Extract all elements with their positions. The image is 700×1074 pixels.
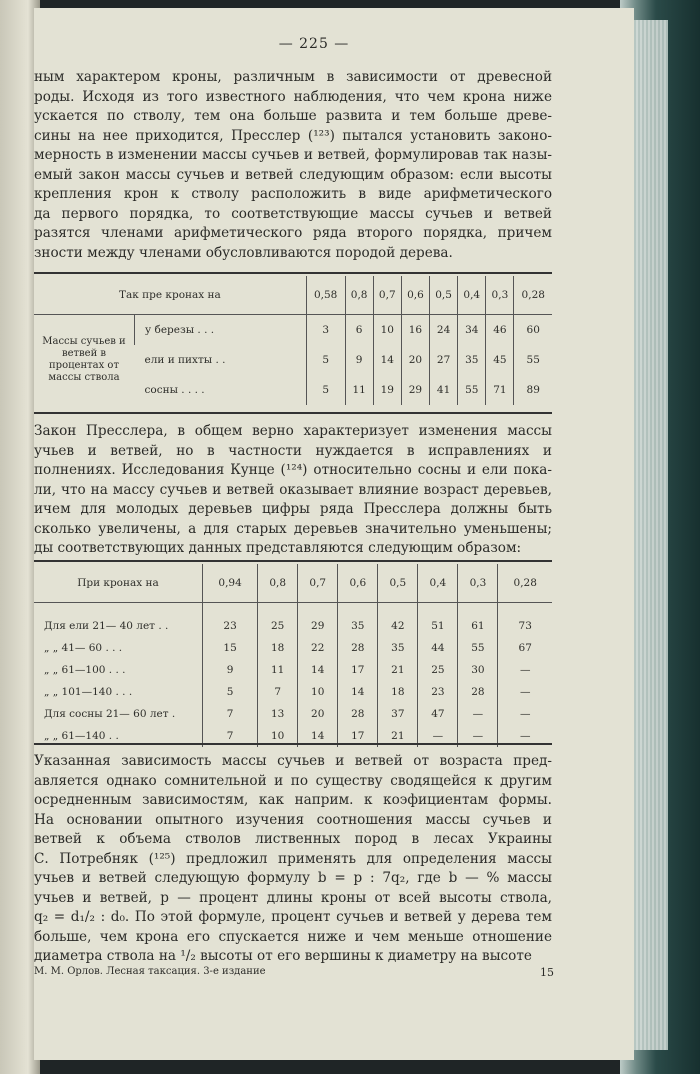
table-2-column-header: 0,6 [338, 564, 378, 603]
table-2-cell: 47 [418, 703, 458, 725]
table-2-cell: 67 [498, 637, 552, 659]
text-line: ветвей к объема стволов лиственных пород в лесах Украины [34, 831, 552, 847]
table-2-cell: 9 [203, 659, 258, 681]
table-2 [34, 564, 552, 747]
table-1-cell: 14 [373, 345, 401, 375]
page-number: — 225 — [278, 36, 350, 52]
paragraph-1 [34, 68, 552, 263]
table-1-cell: 60 [514, 315, 552, 346]
table-1-cell: 41 [430, 375, 458, 405]
table-2-bottom-rule [34, 743, 552, 745]
table-2-cell: — [498, 659, 552, 681]
table-2-cell: 23 [418, 681, 458, 703]
table-1-cell: 20 [401, 345, 429, 375]
table-2-spacer-row [34, 603, 552, 616]
table-2-row-label: „ „ 101—140 . . . [44, 686, 133, 698]
text-line: учьев и ветвей следующую формулу b = p : 7q₂, где b — % массы [34, 870, 552, 886]
text-line: ускается по стволу, тем она больше развита и тем больше древе- [34, 108, 552, 124]
table-2-cell: 10 [258, 725, 298, 747]
text-line: емый закон массы сучьев и ветвей следующим образом: если высоты [34, 166, 552, 183]
table-1-column-header: 0,5 [430, 276, 458, 315]
table-2-cell: 7 [258, 681, 298, 703]
table-1-cell: 89 [514, 375, 552, 405]
table-2-header-row [34, 564, 552, 603]
text-line: диаметра ствола на ¹/₂ высоты от его вершины к диаметру на высоте [34, 948, 532, 964]
table-2-cell: 29 [298, 615, 338, 637]
table-2-cell: — [498, 681, 552, 703]
table-1-column-header: 0,7 [373, 276, 401, 315]
table-2-cell: 15 [203, 637, 258, 659]
table-2-column-header: 0,3 [458, 564, 498, 603]
text-line: ли, что на массу сучьев и ветвей оказывает влияние возраст деревьев, [34, 481, 552, 498]
table-2-cell: 28 [338, 637, 378, 659]
text-line: учьев и ветвей, но в частности нуждается в исправлениях и [34, 442, 552, 459]
table-1-row [34, 315, 552, 346]
table-2-spacer-cell [338, 603, 378, 616]
text-line: разятся членами арифметического ряда второго порядка, причем [34, 225, 552, 241]
table-2-cell: 11 [258, 659, 298, 681]
table-2-cell: 17 [338, 659, 378, 681]
text-line: ным характером кроны, различным в зависимости от древесной [34, 69, 552, 85]
table-1-cell: 3 [306, 315, 345, 346]
text-line: учьев и ветвей, p — процент длины кроны от всей высоты ствола, [34, 889, 552, 906]
text-line: сколько увеличены, а для старых деревьев значительно уменьшены; [34, 520, 552, 537]
text-line: больше, чем крона его спускается ниже и чем меньше отношение [34, 928, 552, 945]
table-2-spacer-cell [458, 603, 498, 616]
table-2-spacer-cell [298, 603, 338, 616]
table-2-row-label: „ „ 61—100 . . . [44, 664, 126, 676]
page-footer [34, 966, 554, 977]
text-line: мерность в изменении массы сучьев и ветвей, формулировав так назы- [34, 147, 552, 163]
table-2-row-label: „ „ 41— 60 . . . [44, 642, 123, 654]
text-line: ды соответствующих данных представляются следующим образом: [34, 540, 522, 556]
table-1 [34, 276, 552, 405]
table-2-cell: 28 [458, 681, 498, 703]
table-2-cell: 14 [338, 681, 378, 703]
table-1-row-label: ели и пихты . . [144, 354, 226, 366]
table-1-column-header: 0,8 [345, 276, 373, 315]
table-1-cell: 9 [345, 345, 373, 375]
table-1-header-label: Так пре кронах на [34, 276, 306, 315]
text-line: осредненным зависимостям, как наприм. к коэфициентам формы. [34, 792, 552, 808]
table-1-cell: 24 [430, 315, 458, 346]
table-2-top-rule [34, 560, 552, 562]
table-2-spacer-cell [378, 603, 418, 616]
table-2-row [34, 681, 552, 703]
table-2-column-header: 0,4 [418, 564, 458, 603]
table-2-row [34, 703, 552, 725]
table-2-cell: — [498, 725, 552, 747]
text-line: На основании опытного изучения соотношения массы сучьев и [34, 811, 552, 828]
table-2-cell: 55 [458, 637, 498, 659]
table-2-column-header: 0,5 [378, 564, 418, 603]
text-line: полнениях. Исследования Кунце (¹²⁴) относительно сосны и ели пока- [34, 462, 552, 478]
table-2-row [34, 659, 552, 681]
text-line: зности между членами обусловливаются породой дерева. [34, 244, 453, 261]
table-1-group-label: Массы сучьев и ветвей в процентах от массы ствола [42, 336, 126, 383]
footer-citation: М. М. Орлов. Лесная таксация. 3-е издание [34, 966, 266, 977]
text-line: роды. Исходя из того известного наблюдения, что чем крона ниже [34, 88, 552, 105]
table-1-cell: 10 [373, 315, 401, 346]
book-page [34, 8, 634, 1060]
table-1-cell: 16 [401, 315, 429, 346]
table-2-cell: 17 [338, 725, 378, 747]
table-2-cell: 25 [258, 615, 298, 637]
table-1-header-row [34, 276, 552, 315]
table-2-row-label: „ „ 61—140 . . [44, 730, 119, 742]
table-2-column-header: 0,8 [258, 564, 298, 603]
text-line: q₂ = d₁/₂ : d₀. По этой формуле, процент сучьев и ветвей у дерева тем [34, 909, 552, 925]
table-2-cell: 10 [298, 681, 338, 703]
table-1-cell: 29 [401, 375, 429, 405]
table-2-cell: 51 [418, 615, 458, 637]
table-2-cell: 35 [338, 615, 378, 637]
table-2-spacer-cell [258, 603, 298, 616]
text-line: сины на нее приходится, Пресслер (¹²³) пытался установить законо- [34, 127, 552, 144]
table-2-cell: 42 [378, 615, 418, 637]
table-1-bottom-rule [34, 412, 552, 414]
table-2-spacer-cell [34, 603, 203, 616]
text-line: С. Потребняк (¹²⁵) предложил применять для определения массы [34, 850, 552, 867]
table-1-cell: 27 [430, 345, 458, 375]
table-1-column-header: 0,3 [486, 276, 514, 315]
table-2-spacer-cell [203, 603, 258, 616]
table-1-cell: 34 [458, 315, 486, 346]
paragraph-3 [34, 752, 552, 967]
table-1-cell: 6 [345, 315, 373, 346]
table-2-column-header: 0,28 [498, 564, 552, 603]
table-2-cell: 18 [378, 681, 418, 703]
table-2-cell: 61 [458, 615, 498, 637]
table-1-cell: 71 [486, 375, 514, 405]
table-2-cell: — [418, 725, 458, 747]
table-2-cell: 30 [458, 659, 498, 681]
table-1-top-rule [34, 272, 552, 274]
text-line: крепления крон к стволу расположить в виде арифметического [34, 186, 552, 202]
table-2-cell: 5 [203, 681, 258, 703]
text-line: Закон Пресслера, в общем верно характеризует изменения массы [34, 423, 552, 439]
table-2-row-label: Для ели 21— 40 лет . . [44, 620, 169, 632]
table-2-cell: 22 [298, 637, 338, 659]
table-1-row-label: сосны . . . . [144, 384, 205, 396]
table-2-row-label: Для сосны 21— 60 лет . [44, 708, 176, 720]
table-2-cell: 14 [298, 725, 338, 747]
table-2-column-header: 0,7 [298, 564, 338, 603]
table-2-cell: 21 [378, 659, 418, 681]
table-2-cell: 7 [203, 725, 258, 747]
table-2-cell: 35 [378, 637, 418, 659]
text-line: да первого порядка, то соответствующие массы сучьев и ветвей [34, 205, 552, 222]
table-1-row-label: у березы . . . [135, 315, 307, 346]
table-2-cell: 28 [338, 703, 378, 725]
table-2-row [34, 637, 552, 659]
table-1-cell: 46 [486, 315, 514, 346]
text-line: авляется однако сомнительной и по существу сводящейся к другим [34, 772, 552, 789]
table-2-column-header: 0,94 [203, 564, 258, 603]
table-2-cell: 14 [298, 659, 338, 681]
table-2-cell: 23 [203, 615, 258, 637]
table-1-cell: 35 [458, 345, 486, 375]
table-2-cell: — [458, 703, 498, 725]
table-1-cell: 55 [458, 375, 486, 405]
text-line: ичем для молодых деревьев цифры ряда Пресслера должны быть [34, 501, 552, 517]
table-1-cell: 5 [306, 375, 345, 405]
table-1-cell: 45 [486, 345, 514, 375]
table-2-spacer-cell [498, 603, 552, 616]
table-1-cell: 11 [345, 375, 373, 405]
table-2-row [34, 615, 552, 637]
table-2-cell: 13 [258, 703, 298, 725]
table-2-cell: 25 [418, 659, 458, 681]
table-1-cell: 55 [514, 345, 552, 375]
signature-mark: 15 [540, 966, 554, 979]
table-2-cell: 73 [498, 615, 552, 637]
table-2-cell: 20 [298, 703, 338, 725]
table-2-spacer-cell [418, 603, 458, 616]
paragraph-2 [34, 422, 552, 559]
text-line: Указанная зависимость массы сучьев и ветвей от возраста пред- [34, 753, 552, 769]
table-1-cell: 19 [373, 375, 401, 405]
table-2-cell: 37 [378, 703, 418, 725]
table-2-cell: 18 [258, 637, 298, 659]
table-2-header-label: При кронах на [34, 564, 203, 603]
table-2-cell: 44 [418, 637, 458, 659]
table-1-column-header: 0,6 [401, 276, 429, 315]
table-2-cell: — [498, 703, 552, 725]
table-1-column-header: 0,4 [458, 276, 486, 315]
table-1-column-header: 0,58 [306, 276, 345, 315]
table-2-cell: — [458, 725, 498, 747]
table-2-cell: 21 [378, 725, 418, 747]
table-1-cell: 5 [306, 345, 345, 375]
table-2-cell: 7 [203, 703, 258, 725]
table-1-column-header: 0,28 [514, 276, 552, 315]
